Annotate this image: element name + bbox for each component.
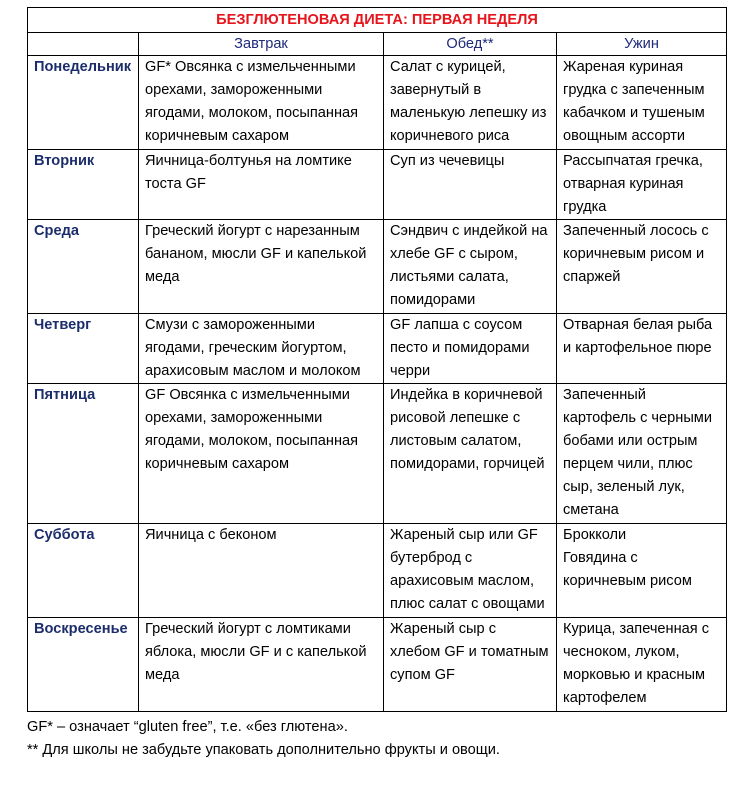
- lunch-cell: Суп из чечевицы: [384, 150, 557, 220]
- meal-plan-table: [27, 7, 727, 712]
- header-dinner: Ужин: [557, 33, 727, 56]
- table-title: БЕЗГЛЮТЕНОВАЯ ДИЕТА: ПЕРВАЯ НЕДЕЛЯ: [28, 8, 727, 33]
- table-row: [28, 220, 727, 314]
- table-row: [28, 384, 727, 524]
- table-row: [28, 56, 727, 150]
- lunch-cell: Салат с курицей, завернутый в маленькую лепешку из коричневого риса: [384, 56, 557, 150]
- day-cell: Вторник: [28, 150, 139, 220]
- breakfast-cell: Смузи с замороженными ягодами, греческим йогуртом, арахисовым маслом и молоком: [139, 314, 384, 384]
- header-breakfast: Завтрак: [139, 33, 384, 56]
- table-row: [28, 618, 727, 712]
- day-cell: Среда: [28, 220, 139, 314]
- table-row: [28, 524, 727, 618]
- lunch-cell: Жареный сыр с хлебом GF и томатным супом GF: [384, 618, 557, 712]
- day-cell: Суббота: [28, 524, 139, 618]
- day-cell: Четверг: [28, 314, 139, 384]
- breakfast-cell: Греческий йогурт с нарезанным бананом, мюсли GF и капелькой меда: [139, 220, 384, 314]
- breakfast-cell: Греческий йогурт с ломтиками яблока, мюсли GF и с капелькой меда: [139, 618, 384, 712]
- footnote-school: ** Для школы не забудьте упаковать дополнительно фрукты и овощи.: [27, 742, 500, 758]
- breakfast-cell: GF* Овсянка с измельченными орехами, замороженными ягодами, молоком, посыпанная коричневым сахаром: [139, 56, 384, 150]
- breakfast-cell: Яичница с беконом: [139, 524, 384, 618]
- header-day: [28, 33, 139, 56]
- dinner-cell: Курица, запеченная с чесноком, луком, морковью и красным картофелем: [557, 618, 727, 712]
- table-row: [28, 314, 727, 384]
- footnote-gf: GF* – означает “gluten free”, т.е. «без глютена».: [27, 719, 348, 735]
- dinner-cell: Рассыпчатая гречка, отварная куриная грудка: [557, 150, 727, 220]
- header-lunch: Обед**: [384, 33, 557, 56]
- title-row: [28, 8, 727, 33]
- day-cell: Воскресенье: [28, 618, 139, 712]
- lunch-cell: Сэндвич с индейкой на хлебе GF с сыром, листьями салата, помидорами: [384, 220, 557, 314]
- meal-plan-sheet: [27, 7, 726, 712]
- dinner-cell: Отварная белая рыба и картофельное пюре: [557, 314, 727, 384]
- lunch-cell: Индейка в коричневой рисовой лепешке с листовым салатом, помидорами, горчицей: [384, 384, 557, 524]
- footnotes: [27, 716, 500, 762]
- dinner-cell: Запеченный картофель с черными бобами или острым перцем чили, плюс сыр, зеленый лук, сметана: [557, 384, 727, 524]
- lunch-cell: Жареный сыр или GF бутерброд с арахисовым маслом, плюс салат с овощами: [384, 524, 557, 618]
- breakfast-cell: GF Овсянка с измельченными орехами, замороженными ягодами, молоком, посыпанная коричневым сахаром: [139, 384, 384, 524]
- header-row: [28, 33, 727, 56]
- lunch-cell: GF лапша с соусом песто и помидорами черри: [384, 314, 557, 384]
- dinner-cell: Жареная куриная грудка с запеченным кабачком и тушеным овощным ассорти: [557, 56, 727, 150]
- table-row: [28, 150, 727, 220]
- day-cell: Пятница: [28, 384, 139, 524]
- breakfast-cell: Яичница-болтунья на ломтике тоста GF: [139, 150, 384, 220]
- dinner-cell: Запеченный лосось с коричневым рисом и спаржей: [557, 220, 727, 314]
- dinner-cell: Брокколи Говядина с коричневым рисом: [557, 524, 727, 618]
- day-cell: Понедельник: [28, 56, 139, 150]
